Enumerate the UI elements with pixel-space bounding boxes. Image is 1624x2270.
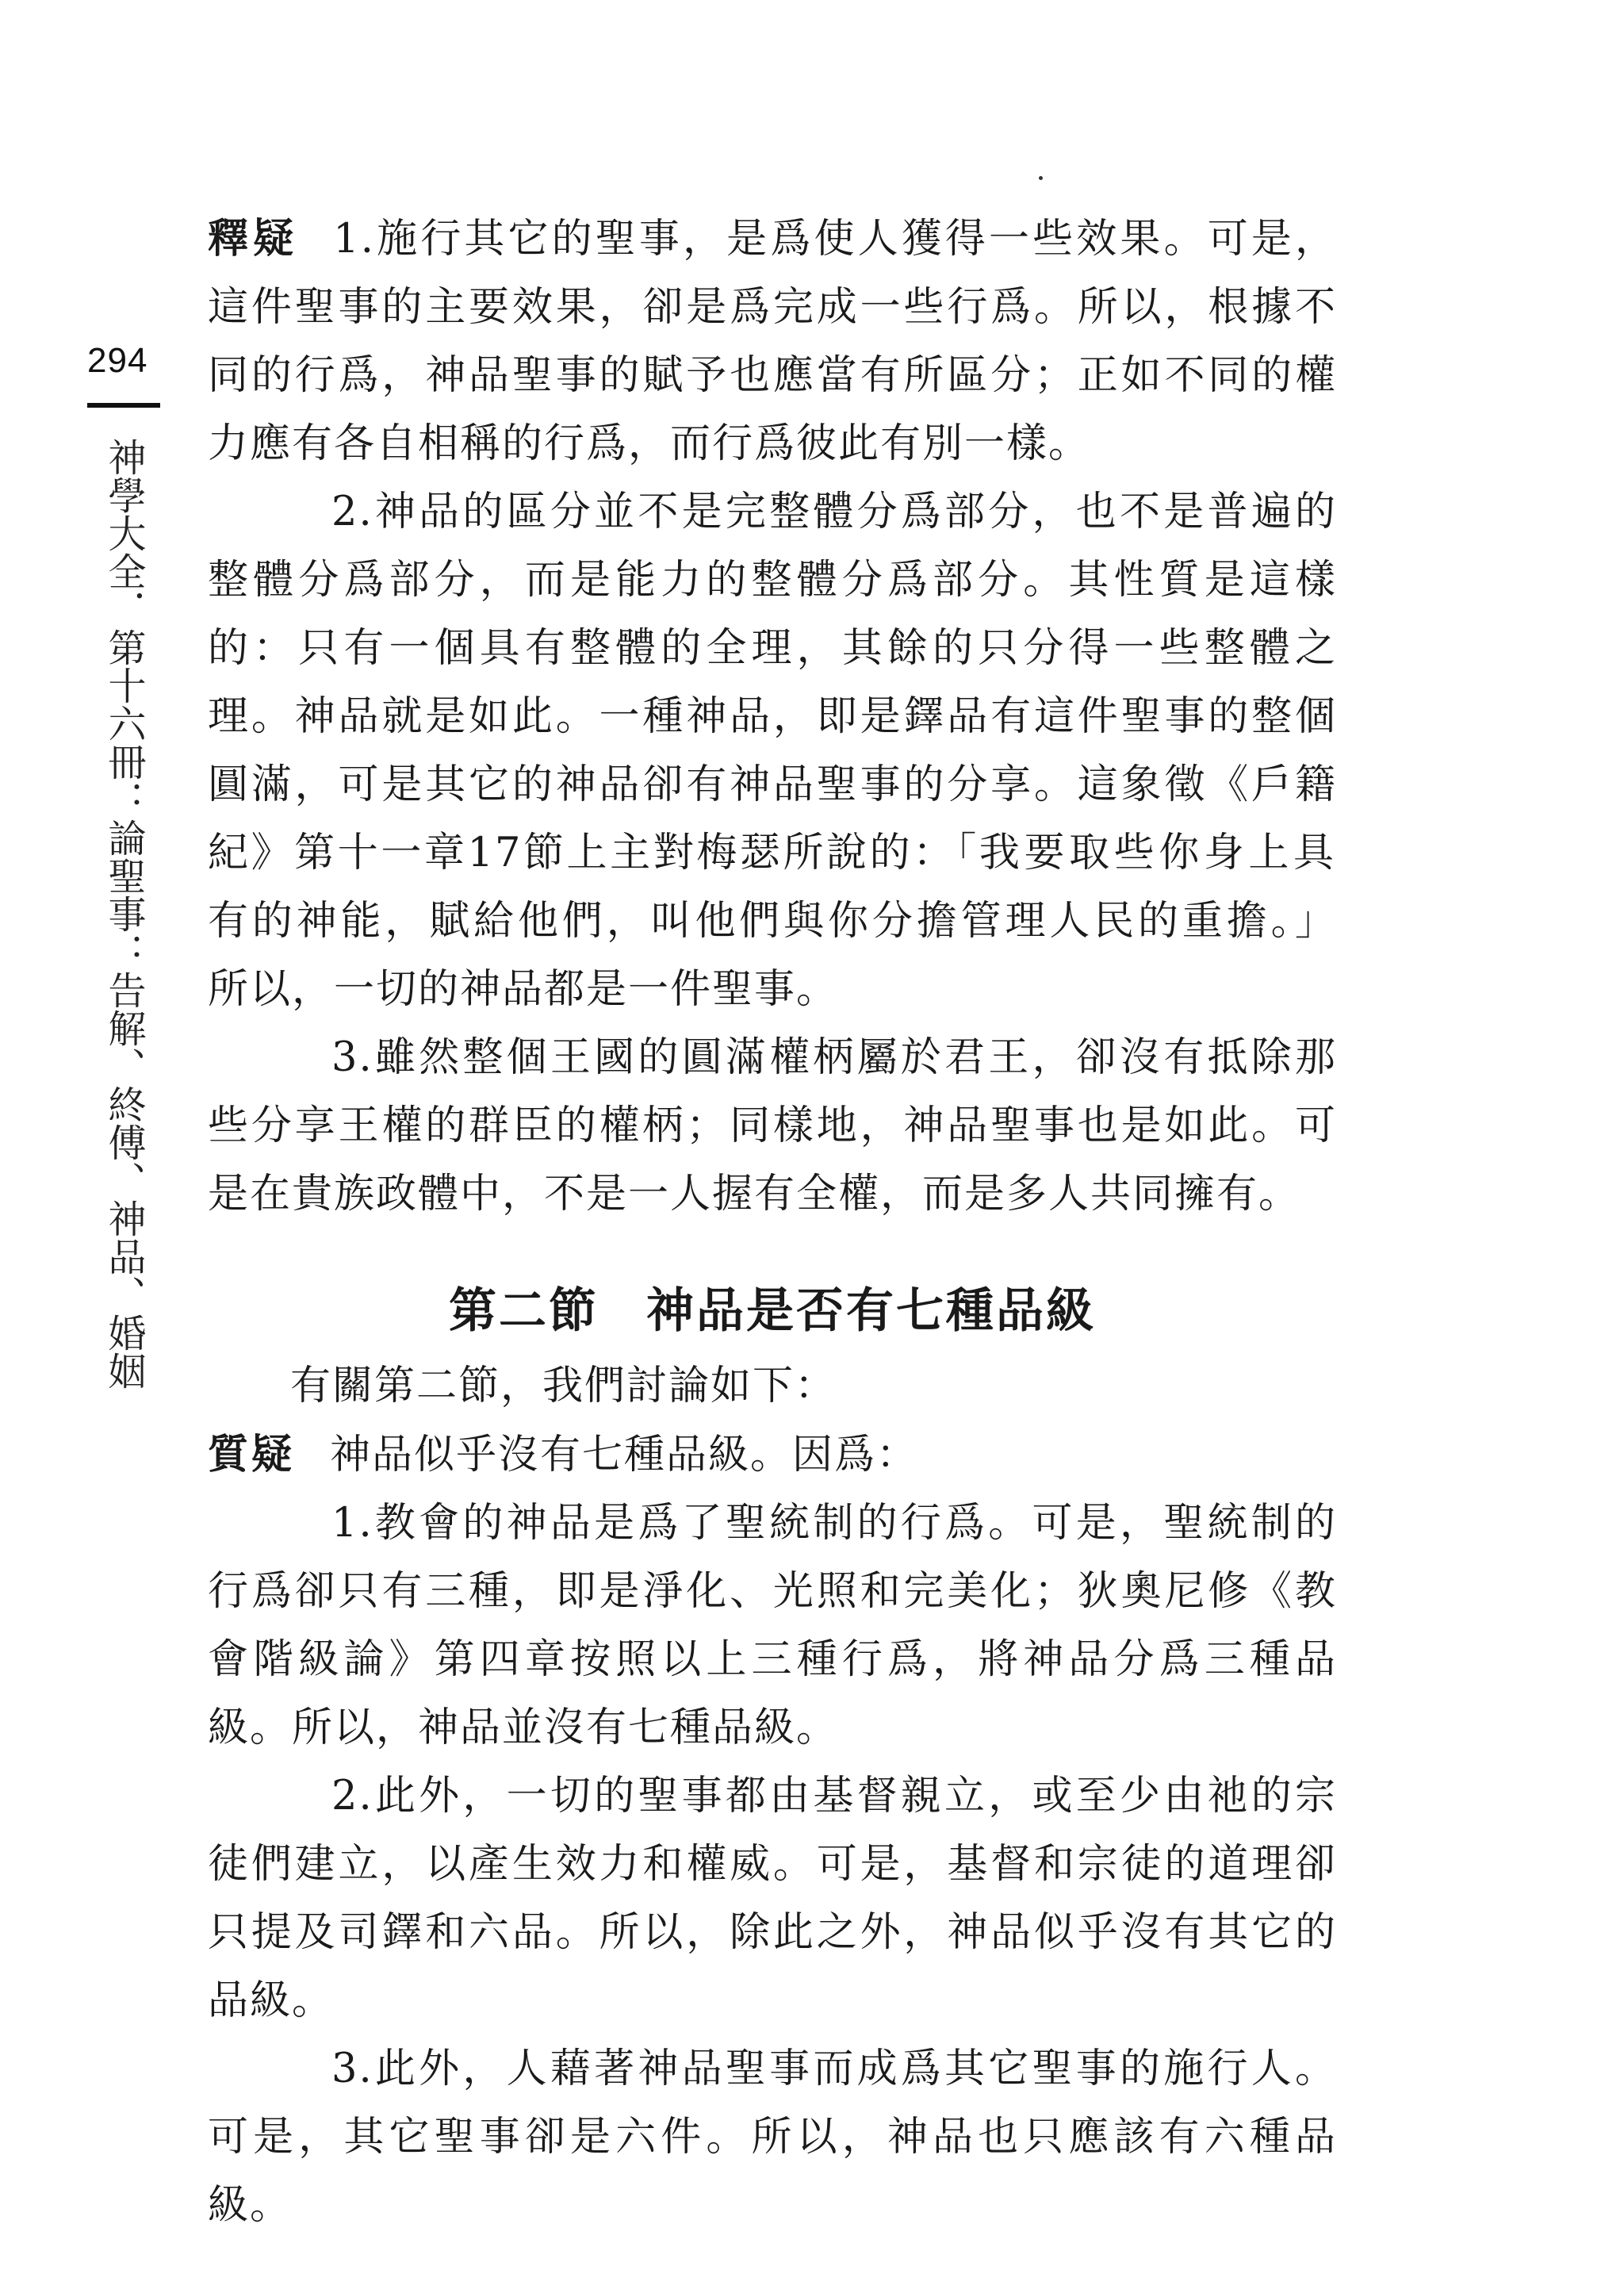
objection-label: 質疑 <box>208 1431 296 1478</box>
running-title: 神學大全．第十六冊：論聖事：告解、終傅、神品、婚姻 <box>102 438 146 1390</box>
section-title: 神品是否有七種品級 <box>646 1283 1096 1339</box>
objection-paragraph-2: 2.此外，一切的聖事都由基督親立，或至少由祂的宗徒們建立，以產生效力和權威。可是，基督和宗徒的道理卻只提及司鐸和六品。所以，除此之外，神品似乎沒有其它的品級。 <box>208 1773 1337 2024</box>
reply-paragraph-1 <box>208 205 1337 478</box>
section-intro: 有關第二節，我們討論如下： <box>290 1363 837 1409</box>
section-heading <box>208 1273 1337 1349</box>
reply-text-2a: 2.神品的區分並不是完整體分爲部分，也不是普遍的整體分爲部分，而是能力的整體分爲部分。其性質是這樣的：只有一個具有整體的全理，其餘的只分得一些整體之理。神品就是如此。一種神品，即是鐸品有這件聖事的整個圓滿，可是其它的神品卻有神品聖事的分享。這象徵《戶籍紀》第十一章17節上主對梅瑟所說的：「 <box>208 489 1337 876</box>
page-number: 294 <box>87 341 148 380</box>
reply-label: 釋疑 <box>208 215 299 263</box>
scripture-quote: 我要取些你身上具有的神能，賦給他們，叫他們與你分擔管理人民的重擔。 <box>208 830 1337 945</box>
objection-lead: 神品似乎沒有七種品級。因爲： <box>330 1432 919 1478</box>
objection-lead-paragraph <box>208 1421 1337 1490</box>
reply-text-2b: 」所以，一切的神品都是一件聖事。 <box>208 898 1337 1013</box>
objection-paragraph-1: 1.教會的神品是爲了聖統制的行爲。可是，聖統制的行爲卻只有三種，即是淨化、光照和完美化；狄奧尼修《教會階級論》第四章按照以上三種行爲，將神品分爲三種品級。所以，神品並沒有七種品級。 <box>208 1500 1337 1751</box>
reply-paragraph-3: 3.雖然整個王國的圓滿權柄屬於君王，卻沒有抵除那些分享王權的群臣的權柄；同樣地，神品聖事也是如此。可是在貴族政體中，不是一人握有全權，而是多人共同擁有。 <box>208 1034 1337 1217</box>
reply-text-1: 1.施行其它的聖事，是爲使人獲得一些效果。可是，這件聖事的主要效果，卻是爲完成一些行爲。所以，根據不同的行爲，神品聖事的賦予也應當有所區分；正如不同的權力應有各自相稱的行爲，而行爲彼此有別一樣。 <box>208 216 1337 467</box>
scan-speck <box>1039 176 1043 180</box>
margin-rule <box>87 403 160 408</box>
section-number: 第二節 <box>449 1283 599 1339</box>
reply-paragraph-2 <box>208 478 1337 1024</box>
objection-paragraph-3: 3.此外，人藉著神品聖事而成爲其它聖事的施行人。可是，其它聖事卻是六件。所以，神品也只應該有六種品級。 <box>208 2046 1337 2229</box>
body-text <box>208 205 1337 2240</box>
